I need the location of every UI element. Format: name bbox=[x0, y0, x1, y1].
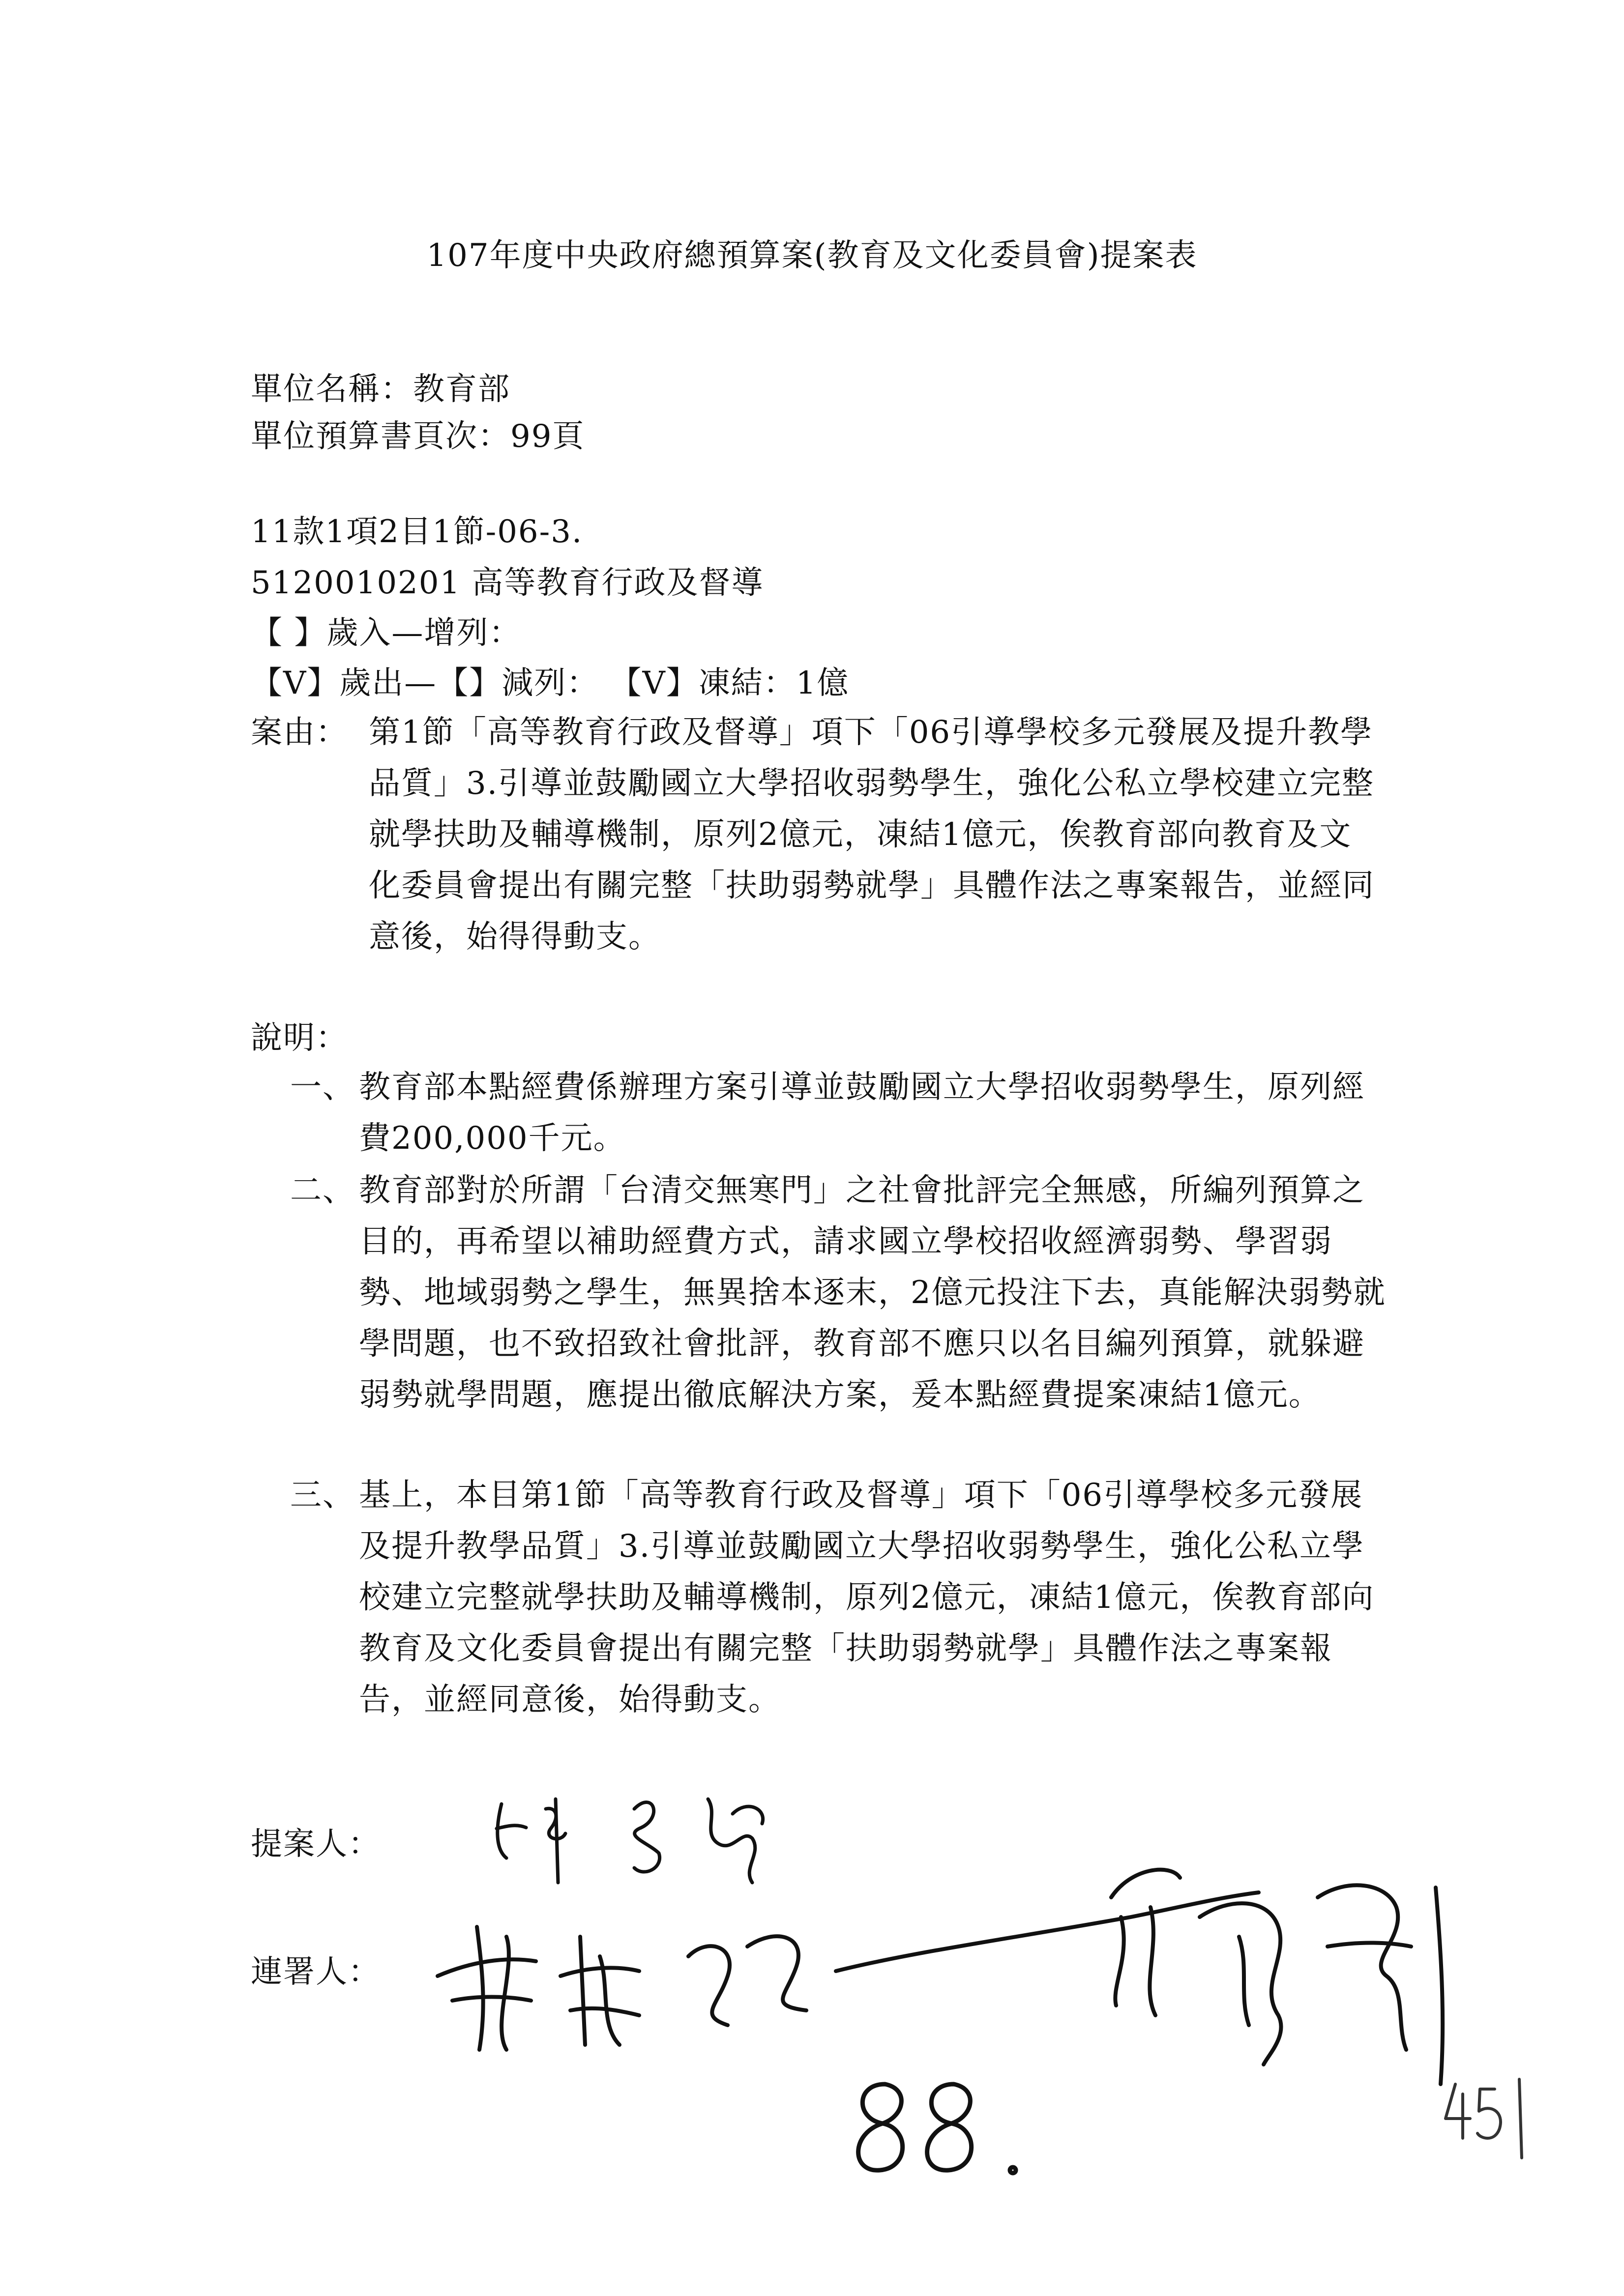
explanation-text: 基上，本目第1節「高等教育行政及督導」項下「06引導學校多元發展及提升教學品質」3.引導並鼓勵國立大學招收弱勢學生，強化公私立學校建立完整就學扶助及輔導機制，原列2億元，凍結1億元，俟教育部向教育及文化委員會提出有關完整「扶助弱勢就學」具體作法之專案報告，並經同意後，始得動支。 bbox=[359, 1477, 1375, 1718]
explanation-number: 二、 bbox=[290, 1172, 355, 1209]
explanation-text: 教育部對於所謂「台清交無寒門」之社會批評完全無感，所編列預算之目的，再希望以補助經費方式，請求國立學校招收經濟弱勢、學習弱勢、地域弱勢之學生，無異捨本逐末，2億元投注下去，真能解決弱勢就學問題，也不致招致社會批評，教育部不應只以名目編列預算，就躲避弱勢就學問題，應提出徹底解決方案，爰本點經費提案凍結1億元。 bbox=[359, 1172, 1386, 1413]
reason-text: 第1節「高等教育行政及督導」項下「06引導學校多元發展及提升教學品質」3.引導並鼓勵國立大學招收弱勢學生，強化公私立學校建立完整就學扶助及輔導機制，原列2億元，凍結1億元，俟教育部向教育及文化委員會提出有關完整「扶助弱勢就學」具體作法之專案報告，並經同意後，始得得動支。 bbox=[369, 714, 1375, 955]
revenue-line: 【 】歲入—增列： bbox=[251, 615, 522, 651]
unit-budget-page: 單位預算書頁次：99頁 bbox=[251, 418, 585, 455]
cosigner-label: 連署人： bbox=[251, 1954, 381, 1990]
document-title: 107年度中央政府總預算案(教育及文化委員會)提案表 bbox=[426, 237, 1198, 274]
expenditure-line: 【V】歲出—【】減列： 【V】凍結：1億 bbox=[251, 665, 850, 701]
explanation-number: 三、 bbox=[290, 1477, 355, 1513]
handwritten-number-text: 88. bbox=[846, 2074, 847, 2075]
handwritten-page-number bbox=[1436, 2064, 1534, 2163]
explanation-item-2 bbox=[290, 1165, 1387, 1421]
cosigner-signatures bbox=[433, 1838, 1485, 2114]
proposer-label: 提案人： bbox=[251, 1826, 381, 1862]
unit-name: 單位名稱：教育部 bbox=[251, 371, 510, 407]
handwritten-page-text: 451 bbox=[1436, 2064, 1437, 2065]
reason-label: 案由： bbox=[251, 714, 348, 751]
budget-item-line: 5120010201 高等教育行政及督導 bbox=[251, 565, 764, 601]
budget-code-line: 11款1項2目1節-06-3. bbox=[251, 514, 583, 550]
handwritten-number-88 bbox=[846, 2074, 1033, 2182]
explanation-label: 說明： bbox=[251, 1020, 348, 1056]
explanation-item-1 bbox=[290, 1062, 1387, 1164]
explanation-number: 一、 bbox=[290, 1069, 355, 1105]
explanation-text: 教育部本點經費係辦理方案引導並鼓勵國立大學招收弱勢學生，原列經費200,000千元。 bbox=[359, 1069, 1365, 1157]
explanation-item-3 bbox=[290, 1470, 1387, 1725]
